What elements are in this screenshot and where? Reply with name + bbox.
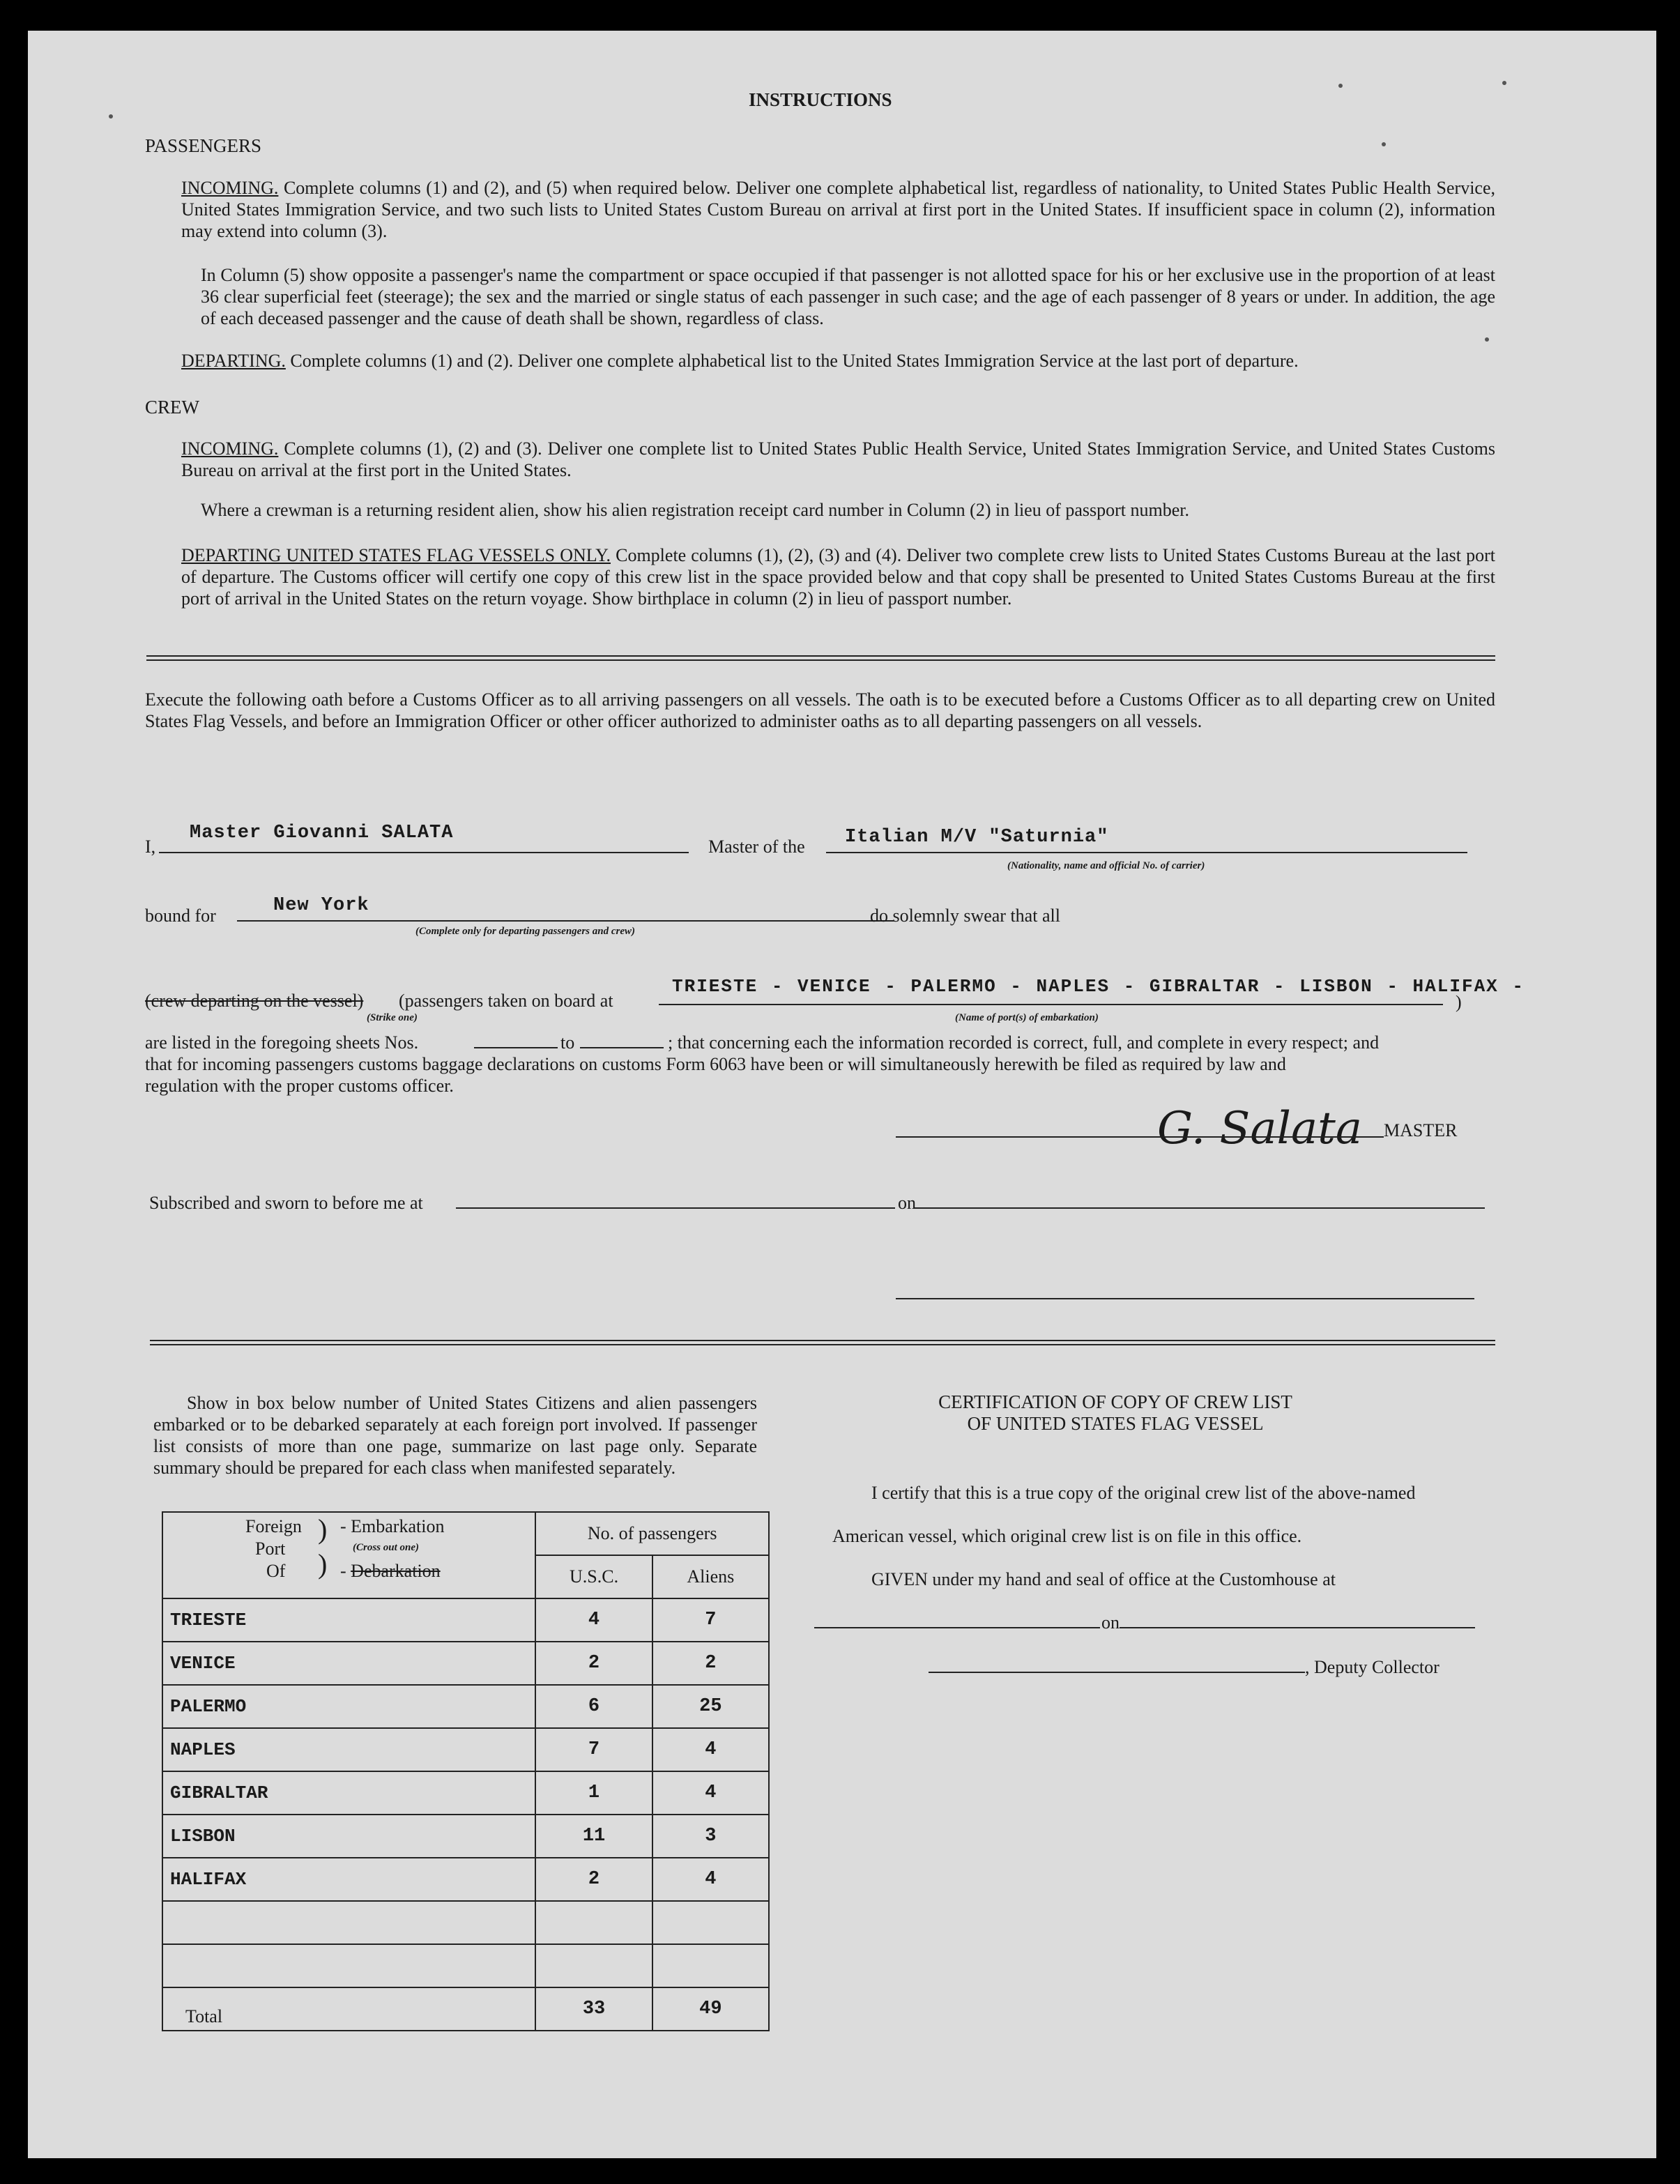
usc-cell: 11 (535, 1815, 652, 1858)
instructions-title: INSTRUCTIONS (749, 89, 892, 110)
port-cell: TRIESTE (162, 1598, 535, 1642)
section-divider-2 (150, 1340, 1495, 1345)
passengers-heading: PASSENGERS (145, 135, 262, 156)
ports-line (659, 1004, 1443, 1005)
vessel-value: Italian M/V "Saturnia" (845, 827, 1109, 848)
master-signature: G. Salata (1157, 1103, 1363, 1154)
table-total-row (162, 1987, 769, 2031)
header-debarkation: - Debarkation (340, 1561, 441, 1581)
deputy-signature-line (929, 1672, 1305, 1673)
table-row (162, 1815, 769, 1858)
sheets-to-label: to (560, 1032, 575, 1053)
scan-speck (109, 114, 113, 119)
passengers-option: (passengers taken on board at (399, 991, 613, 1011)
aliens-cell: 7 (652, 1598, 769, 1642)
port-cell: GIBRALTAR (162, 1771, 535, 1815)
port-cell: PALERMO (162, 1685, 535, 1728)
master-label: MASTER (1384, 1120, 1458, 1140)
destination-line (237, 920, 894, 922)
table-row (162, 1685, 769, 1728)
oath-intro: Execute the following oath before a Customs Officer as to all arriving passengers on all vessels. The oath is to be executed before a Customs Officer as to all departing crew on United States Flag Vessels, and before an Immigration Officer or other officer authorized to administer oaths as to all departing passengers on all vessels. (145, 689, 1495, 731)
oath-line-3: that for incoming passengers customs baggage declarations on customs Form 6063 have been or will simultaneously herewith be filed as required by law and (145, 1054, 1286, 1074)
certification-place-line (814, 1627, 1100, 1628)
oath-i-label: I, (145, 837, 156, 857)
sheets-to-line (580, 1047, 664, 1048)
aliens-cell: 3 (652, 1815, 769, 1858)
crew-incoming-label: INCOMING. (181, 438, 279, 459)
passengers-incoming-label: INCOMING. (181, 178, 279, 198)
crew-departing-text: Complete columns (1), (2), (3) and (4). Deliver two complete crew lists to United States Customs Bureau at the last port of departure. The Customs officer will certify one copy of this crew list in the space provided below and that copy shall be presented to United States Customs Bureau at the first port of arrival in the United States on the return voyage. Show birthplace in column (2) in lieu of passport number. (181, 545, 1495, 609)
header-of: Of (266, 1561, 286, 1581)
bound-for-label: bound for (145, 906, 216, 926)
brace-bottom: ) (318, 1548, 328, 1580)
crew-incoming-paragraph (181, 438, 1495, 481)
no-passengers-header: No. of passengers (535, 1512, 769, 1555)
subscribed-label: Subscribed and sworn to before me at (149, 1193, 423, 1213)
sheets-from-line (474, 1047, 558, 1048)
officer-signature-line (896, 1298, 1474, 1299)
certification-line-3: GIVEN under my hand and seal of office at the Customhouse at (871, 1569, 1336, 1589)
table-row (162, 1858, 769, 1901)
subscribed-date-line (915, 1207, 1485, 1209)
usc-cell: 2 (535, 1642, 652, 1685)
usc-cell: 7 (535, 1728, 652, 1771)
usc-header: U.S.C. (535, 1555, 652, 1598)
header-port: Port (255, 1538, 286, 1559)
debarkation-struck: Debarkation (351, 1561, 441, 1581)
vessel-line (826, 852, 1467, 853)
header-cross-out: (Cross out one) (353, 1542, 420, 1553)
sheets-line-1: are listed in the foregoing sheets Nos. (145, 1032, 419, 1053)
form-page (28, 31, 1656, 2158)
table-row-empty (162, 1944, 769, 1987)
master-of-label: Master of the (708, 837, 805, 857)
header-foreign: Foreign (245, 1516, 302, 1536)
table-header-row (162, 1512, 769, 1555)
vessel-caption: (Nationality, name and official No. of carrier) (1007, 860, 1205, 871)
crew-departing-paragraph (181, 544, 1495, 609)
scan-speck (1382, 142, 1386, 146)
master-signature-line (896, 1136, 1384, 1138)
aliens-cell: 2 (652, 1642, 769, 1685)
passengers-departing-paragraph (181, 350, 1495, 372)
passengers-column5-text: In Column (5) show opposite a passenger's name the compartment or space occupied if that passenger is not allotted space for his or her exclusive use in the proportion of at least 36 clear superficial feet (steerage); the sex and the married or single status of each passenger in such case; and the age of each passenger of 8 years or under. In addition, the age of each deceased passenger and the cause of death shall be shown, regardless of class. (201, 265, 1495, 328)
aliens-cell: 4 (652, 1858, 769, 1901)
certification-line-1: I certify that this is a true copy of the original crew list of the above-named (871, 1483, 1416, 1503)
usc-cell: 6 (535, 1685, 652, 1728)
crew-resident-text: Where a crewman is a returning resident alien, show his alien registration receipt card number in Column (2) in lieu of passport number. (201, 500, 1190, 520)
passengers-incoming-text: Complete columns (1) and (2), and (5) when required below. Deliver one complete alphabetical list, regardless of nationality, to United States Public Health Service, United States Immigration Service, and two such lists to United States Custom Bureau on arrival at first port in the United States. If insufficient space in column (2), information may extend into column (3). (181, 178, 1496, 241)
destination-caption: (Complete only for departing passengers and crew) (415, 926, 635, 937)
port-header-cell (162, 1512, 535, 1598)
master-name-line (159, 852, 689, 853)
port-cell: NAPLES (162, 1728, 535, 1771)
passengers-departing-label: DEPARTING. (181, 351, 286, 371)
port-cell: LISBON (162, 1815, 535, 1858)
aliens-cell: 4 (652, 1728, 769, 1771)
usc-cell: 4 (535, 1598, 652, 1642)
summary-instructions: Show in box below number of United States Citizens and alien passengers embarked or to be debarked separately at each foreign port involved. If passenger list consists of more than one page, summarize on last page only. Separate summary should be prepared for each class when manifested separately. (153, 1393, 757, 1478)
crew-heading: CREW (145, 397, 199, 418)
total-usc: 33 (535, 1987, 652, 2031)
certification-date-line (1120, 1627, 1475, 1628)
aliens-cell: 4 (652, 1771, 769, 1815)
certification-title-1: CERTIFICATION OF COPY OF CREW LIST (938, 1391, 1292, 1412)
table-row-empty (162, 1901, 769, 1944)
table-row (162, 1642, 769, 1685)
table-row (162, 1598, 769, 1642)
deputy-collector-label: , Deputy Collector (1305, 1657, 1440, 1677)
usc-cell: 2 (535, 1858, 652, 1901)
scan-speck (1338, 84, 1343, 88)
table-row (162, 1728, 769, 1771)
passenger-summary-table (162, 1511, 770, 2031)
brace-top: ) (318, 1513, 328, 1545)
scan-speck (1485, 337, 1489, 342)
crew-incoming-text: Complete columns (1), (2) and (3). Deliver one complete list to United States Public Health Service, United States Immigration Service, and United States Customs Bureau on arrival at the first port in the United States. (181, 438, 1495, 480)
certification-on-label: on (1101, 1612, 1120, 1633)
ports-value: TRIESTE - VENICE - PALERMO - NAPLES - GIBRALTAR - LISBON - HALIFAX - (672, 976, 1525, 997)
table-row (162, 1771, 769, 1815)
subscribed-on-label: on (898, 1193, 916, 1213)
aliens-header: Aliens (652, 1555, 769, 1598)
sheets-line-2: ; that concerning each the information recorded is correct, full, and complete in every respect; and (668, 1032, 1380, 1053)
subscribed-place-line (456, 1207, 895, 1209)
swear-text: do solemnly swear that all (870, 906, 1060, 926)
port-cell: HALIFAX (162, 1858, 535, 1901)
header-embarkation: - Embarkation (340, 1516, 445, 1536)
oath-line-4: regulation with the proper customs officer. (145, 1076, 454, 1096)
usc-cell: 1 (535, 1771, 652, 1815)
crew-option-struck: (crew departing on the vessel) (145, 991, 364, 1011)
scan-speck (1502, 81, 1506, 85)
passengers-incoming-paragraph (181, 177, 1495, 242)
destination-value: New York (273, 895, 369, 916)
ports-close-paren: ) (1456, 992, 1462, 1012)
certification-line-2: American vessel, which original crew list is on file in this office. (832, 1526, 1302, 1546)
port-cell: VENICE (162, 1642, 535, 1685)
ports-caption: (Name of port(s) of embarkation) (955, 1012, 1099, 1023)
section-divider-1 (146, 655, 1495, 661)
total-aliens: 49 (652, 1987, 769, 2031)
certification-title-2: OF UNITED STATES FLAG VESSEL (967, 1413, 1264, 1434)
master-name-value: Master Giovanni SALATA (190, 823, 454, 843)
passengers-departing-text: Complete columns (1) and (2). Deliver one complete alphabetical list to the United States Immigration Service at the last port of departure. (290, 351, 1299, 371)
strike-caption: (Strike one) (367, 1012, 418, 1023)
crew-departing-label: DEPARTING UNITED STATES FLAG VESSELS ONLY. (181, 545, 611, 565)
total-label: Total (162, 1987, 535, 2031)
aliens-cell: 25 (652, 1685, 769, 1728)
